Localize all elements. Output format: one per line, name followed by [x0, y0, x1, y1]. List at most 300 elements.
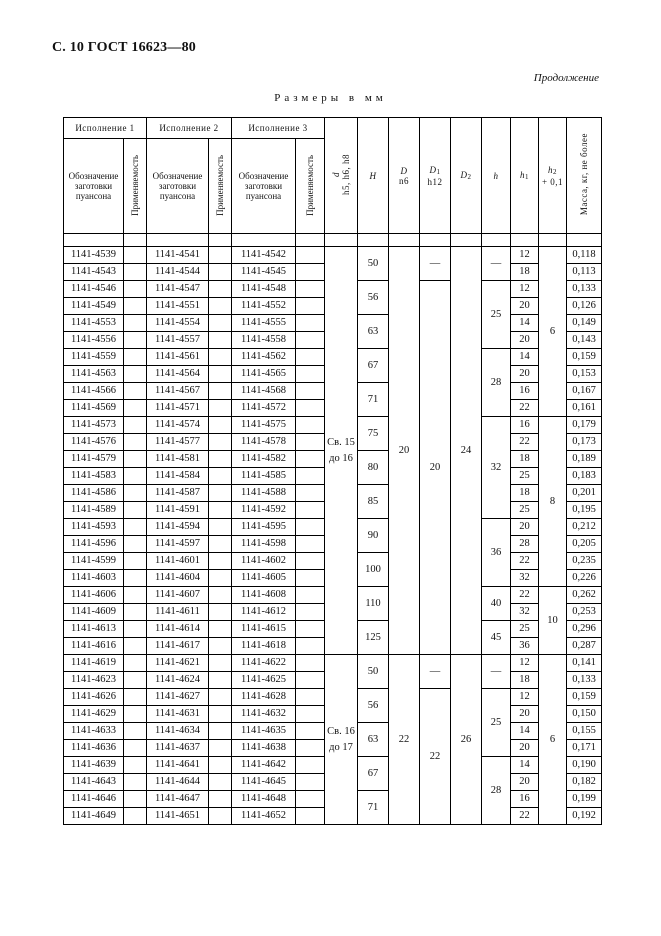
- designation-1-cell: 1141-4549: [64, 298, 124, 315]
- designation-1-cell: 1141-4593: [64, 519, 124, 536]
- size-H-cell: 85: [358, 485, 389, 519]
- col-h1-subscript: 1: [525, 172, 529, 181]
- mass-cell: 0,179: [567, 417, 602, 434]
- designation-2-cell: 1141-4571: [147, 400, 209, 417]
- applicability-3-cell: [296, 264, 325, 281]
- applicability-2-cell: [209, 536, 232, 553]
- col-D1-tolerance: h12: [427, 176, 443, 187]
- size-H-cell: 50: [358, 655, 389, 689]
- applicability-2-cell: [209, 604, 232, 621]
- size-H-cell: 100: [358, 553, 389, 587]
- designation-3-cell: 1141-4575: [232, 417, 296, 434]
- col-designation-1-header: Обозначение заготовки пуансона: [64, 139, 124, 234]
- designation-3-cell: 1141-4572: [232, 400, 296, 417]
- col-d-tolerance: h5, h6, h8: [341, 154, 351, 195]
- col-mass-header: [567, 118, 602, 234]
- applicability-2-cell: [209, 655, 232, 672]
- applicability-2-cell: [209, 332, 232, 349]
- designation-1-cell: 1141-4586: [64, 485, 124, 502]
- col-applicability-3-header: [296, 139, 325, 234]
- size-h-cell: —: [482, 655, 511, 689]
- designation-2-cell: 1141-4564: [147, 366, 209, 383]
- size-h1-cell: 12: [511, 247, 539, 264]
- size-h-cell: —: [482, 247, 511, 281]
- page-header: С. 10 ГОСТ 16623—80: [52, 40, 196, 55]
- applicability-3-cell: [296, 655, 325, 672]
- applicability-1-cell: [124, 366, 147, 383]
- size-D1-cell: 20: [420, 281, 451, 655]
- designation-3-cell: 1141-4612: [232, 604, 296, 621]
- applicability-2-cell: [209, 587, 232, 604]
- designation-1-cell: 1141-4566: [64, 383, 124, 400]
- mass-cell: 0,159: [567, 349, 602, 366]
- designation-3-cell: 1141-4642: [232, 757, 296, 774]
- size-h2-cell: 6: [539, 655, 567, 825]
- col-H-symbol: H: [369, 170, 377, 181]
- designation-2-cell: 1141-4601: [147, 553, 209, 570]
- applicability-3-cell: [296, 349, 325, 366]
- table-row: [64, 655, 602, 672]
- designation-3-cell: 1141-4545: [232, 264, 296, 281]
- col-D2-subscript: 2: [467, 172, 472, 181]
- applicability-2-cell: [209, 485, 232, 502]
- col-D1-subscript: 1: [436, 167, 441, 176]
- applicability-1-cell: [124, 723, 147, 740]
- applicability-3-cell: [296, 247, 325, 264]
- designation-3-cell: 1141-4645: [232, 774, 296, 791]
- size-D1-cell: —: [420, 655, 451, 689]
- mass-cell: 0,199: [567, 791, 602, 808]
- designation-1-cell: 1141-4539: [64, 247, 124, 264]
- designation-3-cell: 1141-4585: [232, 468, 296, 485]
- designation-1-cell: 1141-4553: [64, 315, 124, 332]
- applicability-1-cell: [124, 434, 147, 451]
- size-H-cell: 125: [358, 621, 389, 655]
- designation-3-cell: 1141-4622: [232, 655, 296, 672]
- designation-2-cell: 1141-4634: [147, 723, 209, 740]
- designation-2-cell: 1141-4587: [147, 485, 209, 502]
- mass-cell: 0,201: [567, 485, 602, 502]
- mass-cell: 0,195: [567, 502, 602, 519]
- applicability-1-cell: [124, 400, 147, 417]
- designation-2-cell: 1141-4637: [147, 740, 209, 757]
- size-H-cell: 71: [358, 791, 389, 825]
- designation-3-cell: 1141-4632: [232, 706, 296, 723]
- designation-2-cell: 1141-4574: [147, 417, 209, 434]
- designation-2-cell: 1141-4567: [147, 383, 209, 400]
- designation-1-cell: 1141-4559: [64, 349, 124, 366]
- applicability-3-cell: [296, 332, 325, 349]
- applicability-2-cell: [209, 570, 232, 587]
- size-h1-cell: 16: [511, 791, 539, 808]
- mass-cell: 0,133: [567, 672, 602, 689]
- applicability-2-cell: [209, 264, 232, 281]
- mass-cell: 0,296: [567, 621, 602, 638]
- applicability-1-cell: [124, 349, 147, 366]
- designation-1-cell: 1141-4613: [64, 621, 124, 638]
- col-h1-symbol: h: [520, 169, 525, 180]
- size-h1-cell: 32: [511, 570, 539, 587]
- designation-1-cell: 1141-4639: [64, 757, 124, 774]
- designation-1-cell: 1141-4626: [64, 689, 124, 706]
- designation-3-cell: 1141-4548: [232, 281, 296, 298]
- designation-2-cell: 1141-4607: [147, 587, 209, 604]
- col-applicability-3-label: Применяемость: [305, 154, 315, 216]
- applicability-1-cell: [124, 485, 147, 502]
- applicability-1-cell: [124, 791, 147, 808]
- size-h1-cell: 20: [511, 366, 539, 383]
- applicability-1-cell: [124, 536, 147, 553]
- designation-3-cell: 1141-4542: [232, 247, 296, 264]
- size-H-cell: 90: [358, 519, 389, 553]
- mass-cell: 0,161: [567, 400, 602, 417]
- applicability-1-cell: [124, 672, 147, 689]
- applicability-1-cell: [124, 655, 147, 672]
- designation-2-cell: 1141-4541: [147, 247, 209, 264]
- designation-3-cell: 1141-4598: [232, 536, 296, 553]
- applicability-1-cell: [124, 502, 147, 519]
- designation-3-cell: 1141-4582: [232, 451, 296, 468]
- designation-3-cell: 1141-4562: [232, 349, 296, 366]
- designation-2-cell: 1141-4557: [147, 332, 209, 349]
- size-h1-cell: 16: [511, 383, 539, 400]
- designation-3-cell: 1141-4602: [232, 553, 296, 570]
- col-h1-header: [511, 118, 539, 234]
- size-h1-cell: 22: [511, 434, 539, 451]
- size-h1-cell: 18: [511, 451, 539, 468]
- designation-3-cell: 1141-4638: [232, 740, 296, 757]
- applicability-3-cell: [296, 298, 325, 315]
- size-h-cell: 36: [482, 519, 511, 587]
- applicability-3-cell: [296, 672, 325, 689]
- designation-1-cell: 1141-4633: [64, 723, 124, 740]
- designation-2-cell: 1141-4594: [147, 519, 209, 536]
- designation-3-cell: 1141-4625: [232, 672, 296, 689]
- size-h1-cell: 22: [511, 808, 539, 825]
- applicability-3-cell: [296, 689, 325, 706]
- designation-3-cell: 1141-4628: [232, 689, 296, 706]
- applicability-2-cell: [209, 689, 232, 706]
- designation-2-cell: 1141-4644: [147, 774, 209, 791]
- designation-2-cell: 1141-4641: [147, 757, 209, 774]
- designation-1-cell: 1141-4583: [64, 468, 124, 485]
- mass-cell: 0,167: [567, 383, 602, 400]
- size-H-cell: 110: [358, 587, 389, 621]
- designation-1-cell: 1141-4646: [64, 791, 124, 808]
- mass-cell: 0,155: [567, 723, 602, 740]
- applicability-3-cell: [296, 757, 325, 774]
- size-h-cell: 32: [482, 417, 511, 519]
- col-designation-2-header: Обозначение заготовки пуансона: [147, 139, 209, 234]
- col-applicability-1-label: Применяемость: [130, 154, 140, 216]
- applicability-1-cell: [124, 519, 147, 536]
- size-h1-cell: 12: [511, 281, 539, 298]
- applicability-2-cell: [209, 757, 232, 774]
- applicability-2-cell: [209, 315, 232, 332]
- mass-cell: 0,150: [567, 706, 602, 723]
- mass-cell: 0,235: [567, 553, 602, 570]
- size-h1-cell: 25: [511, 468, 539, 485]
- applicability-2-cell: [209, 468, 232, 485]
- size-h1-cell: 25: [511, 502, 539, 519]
- designation-2-cell: 1141-4631: [147, 706, 209, 723]
- designation-2-cell: 1141-4551: [147, 298, 209, 315]
- col-designation-3-header: Обозначение заготовки пуансона: [232, 139, 296, 234]
- col-D2-symbol: D: [460, 169, 468, 180]
- designation-1-cell: 1141-4636: [64, 740, 124, 757]
- group-header-2: Исполнение 2: [147, 118, 232, 139]
- size-h-cell: 28: [482, 757, 511, 825]
- mass-cell: 0,173: [567, 434, 602, 451]
- mass-cell: 0,118: [567, 247, 602, 264]
- applicability-3-cell: [296, 485, 325, 502]
- size-h1-cell: 36: [511, 638, 539, 655]
- applicability-1-cell: [124, 757, 147, 774]
- size-h-cell: 45: [482, 621, 511, 655]
- applicability-2-cell: [209, 791, 232, 808]
- col-h2-tolerance: + 0,1: [541, 176, 564, 187]
- designation-2-cell: 1141-4554: [147, 315, 209, 332]
- applicability-3-cell: [296, 587, 325, 604]
- applicability-2-cell: [209, 502, 232, 519]
- designation-1-cell: 1141-4643: [64, 774, 124, 791]
- designation-3-cell: 1141-4605: [232, 570, 296, 587]
- size-h1-cell: 22: [511, 400, 539, 417]
- applicability-2-cell: [209, 706, 232, 723]
- applicability-2-cell: [209, 417, 232, 434]
- col-D2-header: [451, 118, 482, 234]
- applicability-2-cell: [209, 451, 232, 468]
- applicability-1-cell: [124, 587, 147, 604]
- mass-cell: 0,149: [567, 315, 602, 332]
- size-D-cell: 22: [389, 655, 420, 825]
- applicability-3-cell: [296, 553, 325, 570]
- designation-2-cell: 1141-4584: [147, 468, 209, 485]
- designation-1-cell: 1141-4609: [64, 604, 124, 621]
- mass-cell: 0,126: [567, 298, 602, 315]
- applicability-2-cell: [209, 281, 232, 298]
- designation-1-cell: 1141-4576: [64, 434, 124, 451]
- col-h-symbol: h: [493, 170, 499, 181]
- size-h1-cell: 20: [511, 774, 539, 791]
- designation-3-cell: 1141-4652: [232, 808, 296, 825]
- applicability-1-cell: [124, 706, 147, 723]
- applicability-3-cell: [296, 281, 325, 298]
- size-h2-cell: 8: [539, 417, 567, 587]
- designation-1-cell: 1141-4563: [64, 366, 124, 383]
- col-h2-header: [539, 118, 567, 234]
- applicability-1-cell: [124, 298, 147, 315]
- designation-1-cell: 1141-4623: [64, 672, 124, 689]
- designation-2-cell: 1141-4597: [147, 536, 209, 553]
- applicability-1-cell: [124, 281, 147, 298]
- designation-2-cell: 1141-4591: [147, 502, 209, 519]
- size-h-cell: 28: [482, 349, 511, 417]
- applicability-1-cell: [124, 468, 147, 485]
- mass-cell: 0,153: [567, 366, 602, 383]
- col-h2-symbol: h: [548, 164, 553, 175]
- applicability-1-cell: [124, 417, 147, 434]
- mass-cell: 0,133: [567, 281, 602, 298]
- mass-cell: 0,212: [567, 519, 602, 536]
- size-h1-cell: 14: [511, 315, 539, 332]
- applicability-3-cell: [296, 434, 325, 451]
- designation-1-cell: 1141-4569: [64, 400, 124, 417]
- designation-1-cell: 1141-4619: [64, 655, 124, 672]
- size-H-cell: 56: [358, 689, 389, 723]
- size-h1-cell: 28: [511, 536, 539, 553]
- designation-2-cell: 1141-4614: [147, 621, 209, 638]
- size-h1-cell: 12: [511, 689, 539, 706]
- applicability-1-cell: [124, 638, 147, 655]
- sizes-caption: Размеры в мм: [274, 92, 387, 104]
- mass-cell: 0,159: [567, 689, 602, 706]
- mass-cell: 0,190: [567, 757, 602, 774]
- size-h1-cell: 22: [511, 587, 539, 604]
- applicability-2-cell: [209, 774, 232, 791]
- size-h1-cell: 14: [511, 349, 539, 366]
- size-h1-cell: 32: [511, 604, 539, 621]
- mass-cell: 0,192: [567, 808, 602, 825]
- applicability-2-cell: [209, 621, 232, 638]
- applicability-1-cell: [124, 740, 147, 757]
- applicability-3-cell: [296, 604, 325, 621]
- size-D1-cell: 22: [420, 689, 451, 825]
- designation-3-cell: 1141-4595: [232, 519, 296, 536]
- size-H-cell: 71: [358, 383, 389, 417]
- applicability-3-cell: [296, 468, 325, 485]
- applicability-2-cell: [209, 434, 232, 451]
- size-h1-cell: 20: [511, 298, 539, 315]
- designation-3-cell: 1141-4565: [232, 366, 296, 383]
- designation-2-cell: 1141-4544: [147, 264, 209, 281]
- mass-cell: 0,253: [567, 604, 602, 621]
- applicability-3-cell: [296, 536, 325, 553]
- applicability-3-cell: [296, 570, 325, 587]
- applicability-1-cell: [124, 553, 147, 570]
- col-D-symbol: D: [400, 165, 408, 176]
- size-h1-cell: 12: [511, 655, 539, 672]
- applicability-2-cell: [209, 519, 232, 536]
- designation-1-cell: 1141-4589: [64, 502, 124, 519]
- designation-1-cell: 1141-4616: [64, 638, 124, 655]
- mass-cell: 0,189: [567, 451, 602, 468]
- size-D2-cell: 26: [451, 655, 482, 825]
- designation-3-cell: 1141-4568: [232, 383, 296, 400]
- applicability-2-cell: [209, 672, 232, 689]
- applicability-3-cell: [296, 400, 325, 417]
- applicability-3-cell: [296, 791, 325, 808]
- designation-3-cell: 1141-4588: [232, 485, 296, 502]
- size-h1-cell: 20: [511, 519, 539, 536]
- col-h2-subscript: 2: [553, 167, 557, 176]
- designation-2-cell: 1141-4651: [147, 808, 209, 825]
- applicability-1-cell: [124, 332, 147, 349]
- col-d-header: [325, 118, 358, 234]
- size-h1-cell: 25: [511, 621, 539, 638]
- size-H-cell: 56: [358, 281, 389, 315]
- applicability-1-cell: [124, 451, 147, 468]
- applicability-1-cell: [124, 689, 147, 706]
- applicability-1-cell: [124, 264, 147, 281]
- applicability-3-cell: [296, 706, 325, 723]
- designation-1-cell: 1141-4579: [64, 451, 124, 468]
- col-applicability-1-header: [124, 139, 147, 234]
- applicability-3-cell: [296, 502, 325, 519]
- size-H-cell: 67: [358, 757, 389, 791]
- size-h-cell: 40: [482, 587, 511, 621]
- size-h1-cell: 18: [511, 264, 539, 281]
- size-d-cell: Св. 15 до 16: [325, 247, 358, 655]
- applicability-2-cell: [209, 808, 232, 825]
- designation-2-cell: 1141-4561: [147, 349, 209, 366]
- designation-1-cell: 1141-4606: [64, 587, 124, 604]
- applicability-3-cell: [296, 451, 325, 468]
- col-d-symbol: d: [331, 172, 341, 177]
- applicability-2-cell: [209, 723, 232, 740]
- table-spacer-row: [64, 234, 602, 247]
- size-H-cell: 75: [358, 417, 389, 451]
- applicability-2-cell: [209, 247, 232, 264]
- applicability-3-cell: [296, 638, 325, 655]
- applicability-1-cell: [124, 604, 147, 621]
- size-h1-cell: 14: [511, 723, 539, 740]
- size-h2-cell: 6: [539, 247, 567, 417]
- designation-3-cell: 1141-4648: [232, 791, 296, 808]
- size-h1-cell: 20: [511, 706, 539, 723]
- designation-2-cell: 1141-4627: [147, 689, 209, 706]
- applicability-3-cell: [296, 315, 325, 332]
- designation-2-cell: 1141-4611: [147, 604, 209, 621]
- designation-3-cell: 1141-4618: [232, 638, 296, 655]
- applicability-2-cell: [209, 638, 232, 655]
- group-header-3: Исполнение 3: [232, 118, 325, 139]
- designation-1-cell: 1141-4556: [64, 332, 124, 349]
- size-h1-cell: 18: [511, 672, 539, 689]
- size-h1-cell: 22: [511, 553, 539, 570]
- designation-1-cell: 1141-4543: [64, 264, 124, 281]
- size-D1-cell: —: [420, 247, 451, 281]
- mass-cell: 0,287: [567, 638, 602, 655]
- designation-3-cell: 1141-4578: [232, 434, 296, 451]
- size-D2-cell: 24: [451, 247, 482, 655]
- applicability-1-cell: [124, 808, 147, 825]
- designation-1-cell: 1141-4546: [64, 281, 124, 298]
- designation-2-cell: 1141-4647: [147, 791, 209, 808]
- applicability-2-cell: [209, 400, 232, 417]
- table-row: [64, 247, 602, 264]
- col-applicability-2-header: [209, 139, 232, 234]
- applicability-3-cell: [296, 723, 325, 740]
- applicability-1-cell: [124, 315, 147, 332]
- applicability-3-cell: [296, 417, 325, 434]
- size-h1-cell: 20: [511, 332, 539, 349]
- size-h-cell: 25: [482, 689, 511, 757]
- mass-cell: 0,141: [567, 655, 602, 672]
- designation-1-cell: 1141-4596: [64, 536, 124, 553]
- applicability-3-cell: [296, 774, 325, 791]
- mass-cell: 0,143: [567, 332, 602, 349]
- designation-1-cell: 1141-4599: [64, 553, 124, 570]
- applicability-2-cell: [209, 298, 232, 315]
- applicability-2-cell: [209, 349, 232, 366]
- mass-cell: 0,205: [567, 536, 602, 553]
- mass-cell: 0,171: [567, 740, 602, 757]
- designation-2-cell: 1141-4624: [147, 672, 209, 689]
- size-H-cell: 63: [358, 723, 389, 757]
- applicability-1-cell: [124, 570, 147, 587]
- col-applicability-2-label: Применяемость: [215, 154, 225, 216]
